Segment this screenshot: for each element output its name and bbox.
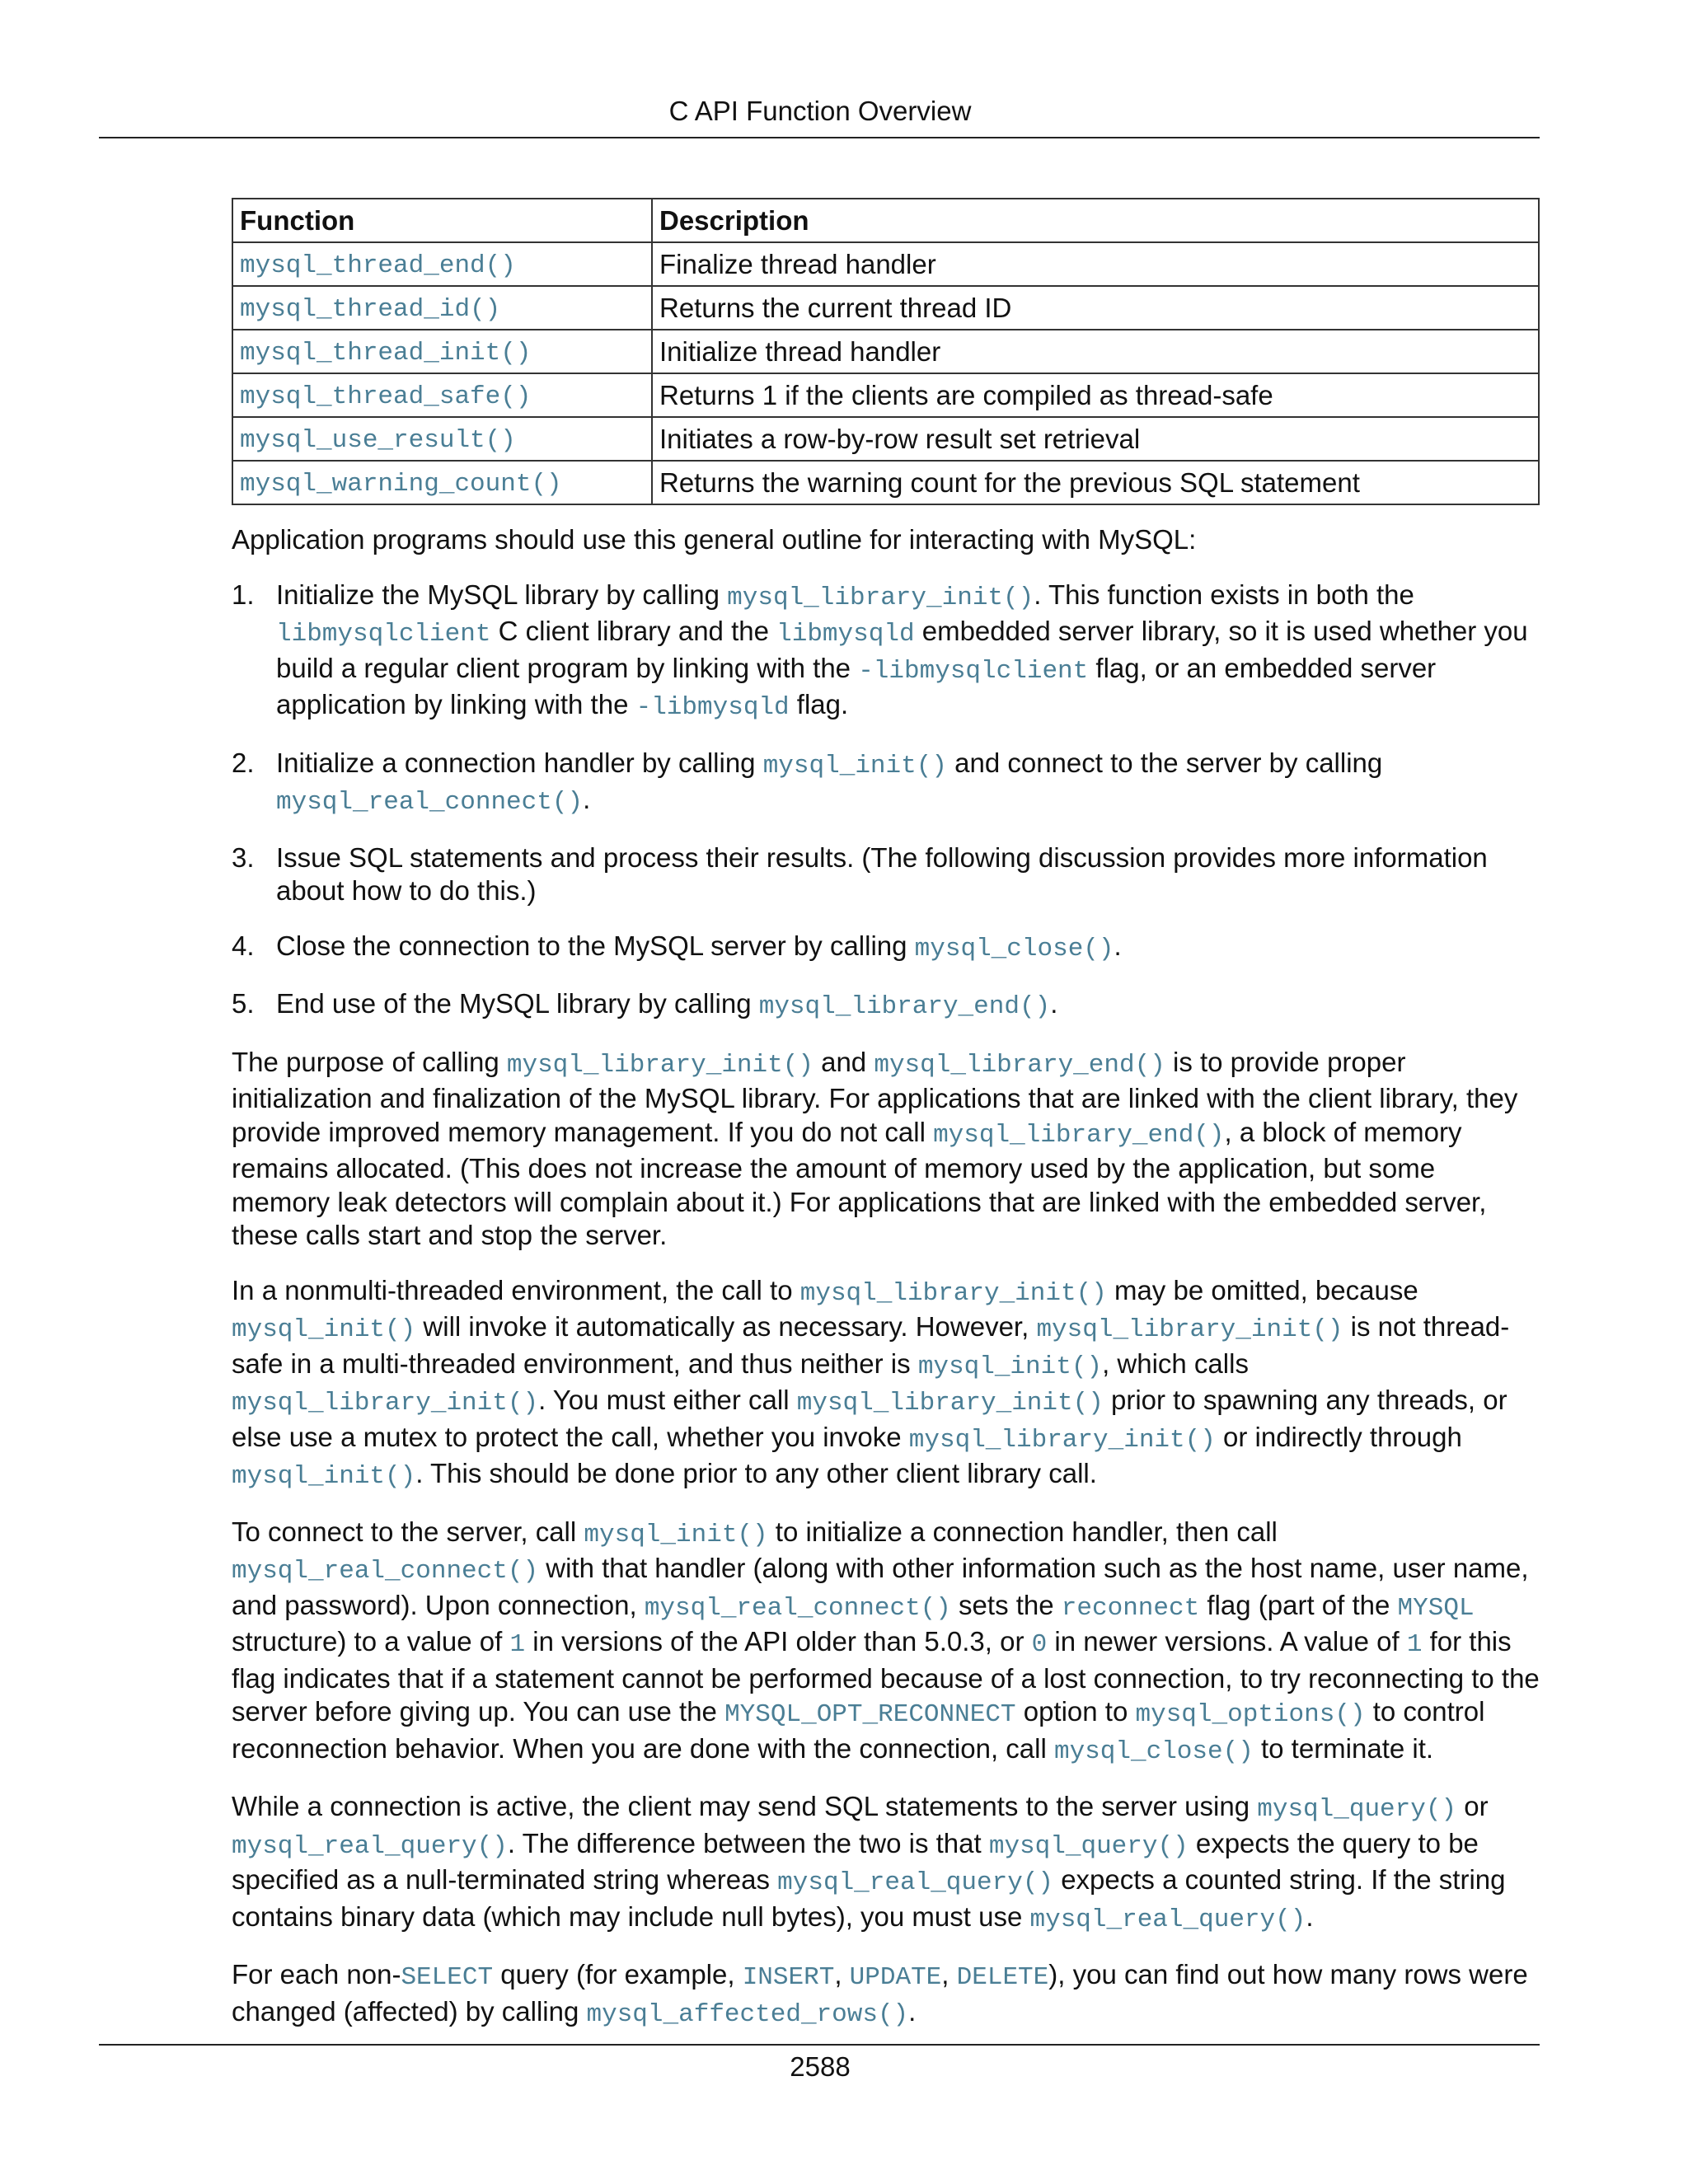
code-reference[interactable]: mysql_library_end() [874,1050,1165,1080]
text-run: flag, or an embedded server application by linking with the [276,652,1437,719]
step-number: 2. [232,747,255,778]
code-reference[interactable]: UPDATE [849,1963,942,1992]
text-run: Initialize a connection handler by calling [276,747,763,778]
code-reference[interactable]: SELECT [401,1963,494,1992]
text-run: To connect to the server, call [232,1516,584,1547]
text-run: In a nonmulti-threaded environment, the call to [232,1274,800,1305]
code-reference[interactable]: mysql_real_query() [1029,1905,1306,1934]
function-link[interactable]: mysql_thread_init() [240,338,532,368]
function-table [232,198,1540,505]
code-reference[interactable]: mysql_query() [1257,1795,1457,1824]
text-run: to control reconnection behavior. When you are done with the connection, call [232,1696,1485,1764]
function-link[interactable]: mysql_thread_end() [240,251,516,280]
code-reference[interactable]: 1 [509,1630,526,1659]
text-run: , [834,1959,850,1990]
code-reference[interactable]: mysql_options() [1135,1700,1366,1729]
code-reference[interactable]: DELETE [956,1963,1049,1992]
code-reference[interactable]: mysql_init() [232,1462,416,1491]
text-run: Issue SQL statements and process their results. (The following discussion provides more information about how to do this.) [276,841,1488,906]
code-reference[interactable]: mysql_real_connect() [276,788,584,817]
function-name-cell [232,242,652,286]
text-run: . [1050,988,1058,1019]
code-reference[interactable]: mysql_library_init() [796,1389,1104,1418]
body-paragraph-query [232,1790,1540,1937]
function-name-cell [232,417,652,461]
text-run: and [813,1046,874,1077]
code-reference[interactable]: mysql_library_end() [933,1120,1225,1150]
function-description-cell: Finalize thread handler [652,242,1539,286]
code-reference[interactable]: mysql_init() [917,1352,1103,1381]
table-row [232,373,1539,417]
code-reference[interactable]: INSERT [742,1963,835,1992]
code-reference[interactable]: mysql_real_connect() [232,1557,539,1586]
code-reference[interactable]: 1 [1406,1630,1423,1659]
text-run: . The difference between the two is that [507,1827,989,1858]
text-run: Close the connection to the MySQL server by calling [276,930,915,961]
body-paragraph-connect [232,1516,1540,1769]
code-reference[interactable]: -libmysqlclient [858,656,1089,686]
function-name-cell [232,330,652,373]
table-row [232,286,1539,330]
text-run: , a block of memory remains allocated. (This does not increase the amount of memory used by the application, but some memory leak detectors will complain about it.) For applications that are linked with the embedded server, these calls start and stop the server. [232,1116,1487,1250]
code-reference[interactable]: -libmysqld [635,693,790,722]
text-run: expects the query to be specified as a null-terminated string whereas [232,1827,1479,1895]
code-reference[interactable]: mysql_library_init() [727,583,1034,612]
footer-divider [99,2044,1540,2046]
text-run: . [583,784,591,814]
text-run: sets the [950,1589,1062,1620]
text-run: . [908,1995,917,2027]
text-run: The purpose of calling [232,1046,507,1077]
function-link[interactable]: mysql_thread_safe() [240,382,532,411]
text-run: in versions of the API older than 5.0.3, or [525,1626,1032,1657]
text-run: may be omitted, because [1106,1274,1418,1305]
table-header-row [232,199,1539,242]
code-reference[interactable]: mysql_init() [762,751,947,780]
function-description-cell: Initialize thread handler [652,330,1539,373]
table-row [232,242,1539,286]
function-link[interactable]: mysql_warning_count() [240,469,562,499]
code-reference[interactable]: reconnect [1061,1593,1200,1623]
code-reference[interactable]: mysql_init() [232,1315,416,1344]
table-header-description: Description [652,199,1539,242]
table-header-function: Function [232,199,652,242]
text-run: or indirectly through [1215,1421,1462,1452]
step-item [232,747,1540,820]
function-link[interactable]: mysql_use_result() [240,425,516,455]
step-number: 5. [232,988,255,1019]
page-header-title: C API Function Overview [668,96,972,126]
function-description-cell: Returns the current thread ID [652,286,1539,330]
code-reference[interactable]: mysql_real_query() [232,1831,508,1861]
text-run: to initialize a connection handler, then call [767,1516,1278,1547]
function-name-cell [232,373,652,417]
text-run: for this flag indicates that if a statement cannot be performed because of a lost connection, to try reconnecting to the server before giving up. You can use the [232,1626,1540,1727]
text-run: , which calls [1102,1347,1249,1379]
code-reference[interactable]: mysql_library_init() [506,1050,814,1080]
code-reference[interactable]: mysql_library_init() [799,1278,1107,1308]
text-run: . [1306,1900,1314,1932]
text-run: . This function exists in both the [1034,579,1414,610]
code-reference[interactable]: mysql_library_init() [908,1425,1216,1455]
step-number: 3. [232,841,255,873]
body-paragraph-affected-rows [232,1958,1540,2032]
text-run: to terminate it. [1253,1732,1434,1764]
text-run: End use of the MySQL library by calling [276,988,759,1019]
text-run: option to [1015,1696,1136,1727]
step-item [232,987,1540,1024]
step-item [232,841,1540,908]
code-reference[interactable]: mysql_init() [584,1520,768,1549]
code-reference[interactable]: MYSQL_OPT_RECONNECT [724,1700,1016,1729]
text-run: , [941,1959,957,1990]
text-run: is to provide proper initialization and finalization of the MySQL library. For applications that are linked with the client library, they provide improved memory management. If you do not call [232,1046,1518,1147]
function-name-cell [232,461,652,504]
text-run: . This should be done prior to any other client library call. [415,1458,1097,1488]
code-reference[interactable]: libmysqld [776,620,915,649]
code-reference[interactable]: mysql_query() [988,1831,1189,1861]
step-number: 4. [232,930,255,961]
steps-list [232,579,1540,1024]
step-item [232,930,1540,967]
table-row [232,461,1539,504]
code-reference[interactable]: MYSQL [1397,1593,1475,1623]
text-run: embedded server library, so it is used whether you build a regular client program by linking with the [276,616,1528,683]
step-number: 1. [232,579,255,610]
code-reference[interactable]: mysql_close() [1053,1736,1254,1766]
function-description-cell: Returns 1 if the clients are compiled as thread-safe [652,373,1539,417]
code-reference[interactable]: mysql_library_init() [232,1389,539,1418]
code-reference[interactable]: 0 [1031,1630,1048,1659]
page-content [232,198,1540,2053]
body-paragraph-threading [232,1274,1540,1494]
function-name-cell [232,286,652,330]
text-run: prior to spawning any threads, or else use a mutex to protect the call, whether you invoke [232,1385,1507,1452]
text-run: C client library and the [490,616,777,646]
table-row [232,417,1539,461]
text-run: Initialize the MySQL library by calling [276,579,728,610]
body-paragraph-library-init [232,1046,1540,1253]
text-run: with that handler (along with other information such as the host name, user name, and password). Upon connection, [232,1553,1529,1620]
text-run: or [1456,1791,1489,1821]
text-run: will invoke it automatically as necessary. However, [415,1311,1037,1342]
text-run: . You must either call [538,1385,797,1415]
table-row [232,330,1539,373]
code-reference[interactable]: mysql_real_connect() [644,1593,951,1623]
text-run: expects a counted string. If the string contains binary data (which may include null bytes), you must use [232,1864,1506,1932]
code-reference[interactable]: mysql_close() [914,934,1114,963]
code-reference[interactable]: mysql_library_end() [758,992,1051,1021]
code-reference[interactable]: mysql_real_query() [777,1868,1054,1897]
function-link[interactable]: mysql_thread_id() [240,294,501,324]
text-run: flag. [789,689,849,719]
text-run: structure) to a value of [232,1626,510,1657]
text-run: flag (part of the [1199,1589,1398,1620]
code-reference[interactable]: mysql_library_init() [1036,1315,1343,1344]
step-item [232,579,1540,725]
text-run: ), you can find out how many rows were changed (affected) by calling [232,1959,1528,2027]
page-number: 2588 [790,2051,851,2082]
function-description-cell: Returns the warning count for the previous SQL statement [652,461,1539,504]
text-run: and connect to the server by calling [946,747,1383,778]
text-run: For each non- [232,1959,401,1990]
text-run: is not thread-safe in a multi-threaded environment, and thus neither is [232,1311,1510,1379]
code-reference[interactable]: libmysqlclient [276,620,491,649]
text-run: While a connection is active, the client may send SQL statements to the server using [232,1791,1258,1821]
text-run: query (for example, [493,1959,743,1990]
header-divider [99,137,1540,138]
code-reference[interactable]: mysql_affected_rows() [586,1999,909,2029]
function-description-cell: Initiates a row-by-row result set retrieval [652,417,1539,461]
text-run: in newer versions. A value of [1047,1626,1407,1657]
text-run: . [1114,930,1122,961]
intro-paragraph: Application programs should use this general outline for interacting with MySQL: [232,524,1197,555]
